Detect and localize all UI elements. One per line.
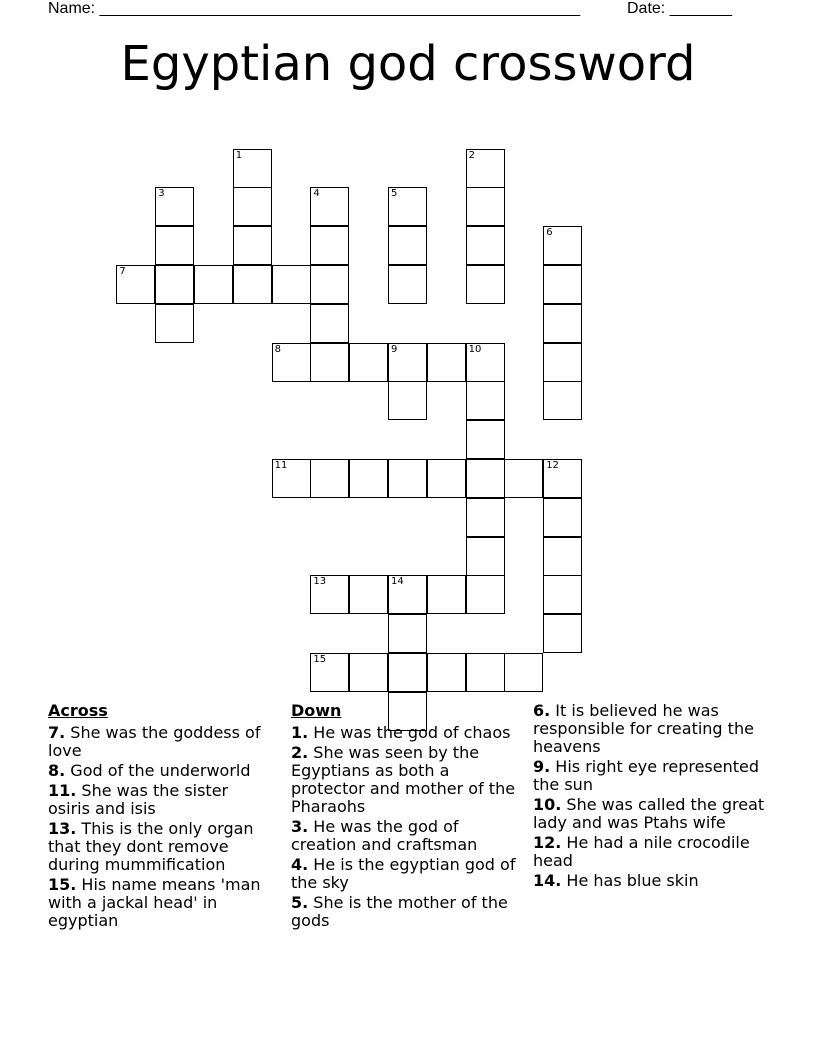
grid-cell[interactable]	[543, 459, 582, 498]
grid-cell[interactable]	[272, 265, 311, 304]
grid-cell[interactable]	[543, 265, 582, 304]
grid-cell[interactable]	[233, 226, 272, 265]
clue-number: 2.	[291, 743, 309, 762]
clue-number: 14.	[533, 871, 562, 890]
grid-cell[interactable]	[233, 149, 272, 188]
grid-cell[interactable]	[466, 459, 505, 498]
clue-text: His right eye represented the sun	[533, 757, 760, 794]
date-field[interactable]: Date: _______	[627, 0, 732, 17]
clue-text: He is the egyptian god of the sky	[291, 855, 516, 892]
clue-number: 12	[546, 460, 559, 471]
grid-cell[interactable]	[388, 459, 427, 498]
grid-cell[interactable]	[349, 343, 388, 382]
grid-cell[interactable]	[466, 498, 505, 537]
clue-number: 12.	[533, 833, 562, 852]
grid-cell[interactable]	[194, 265, 233, 304]
clue-text: It is believed he was responsible for creating the heavens	[533, 701, 754, 756]
grid-cell[interactable]	[466, 226, 505, 265]
across-clue-list	[48, 724, 273, 930]
grid-cell[interactable]	[349, 653, 388, 692]
grid-cell[interactable]	[310, 459, 349, 498]
grid-cell[interactable]	[388, 343, 427, 382]
grid-cell[interactable]	[427, 343, 466, 382]
clue-number: 1.	[291, 723, 309, 742]
across-column	[48, 702, 273, 932]
clue-number: 5.	[291, 893, 309, 912]
grid-cell[interactable]	[543, 614, 582, 653]
grid-cell[interactable]	[349, 575, 388, 614]
grid-cell[interactable]	[388, 187, 427, 226]
clue-number: 6	[546, 227, 553, 239]
clue-text: He was the god of creation and craftsman	[291, 817, 478, 854]
clue-text: She was the goddess of love	[48, 723, 261, 760]
clue-item	[291, 744, 516, 816]
clue-number: 5	[391, 188, 398, 200]
grid-cell[interactable]	[543, 226, 582, 265]
grid-cell[interactable]	[466, 420, 505, 459]
clue-number: 13	[313, 576, 327, 588]
clue-text: He was the god of chaos	[308, 723, 511, 742]
grid-cell[interactable]	[155, 187, 194, 226]
grid-cell[interactable]	[388, 381, 427, 420]
clue-item	[533, 758, 773, 794]
clue-text: She is the mother of the gods	[291, 893, 508, 930]
grid-cell[interactable]	[466, 265, 505, 304]
grid-cell[interactable]	[504, 653, 543, 692]
clue-item	[48, 782, 273, 818]
grid-cell[interactable]	[155, 304, 194, 343]
grid-cell[interactable]	[310, 304, 349, 343]
clue-text: This is the only organ that they dont remove during mummification	[48, 819, 254, 874]
clue-number: 3	[158, 188, 165, 200]
clue-text: His name means 'man with a jackal head' in egyptian	[48, 875, 261, 930]
grid-cell[interactable]	[466, 149, 505, 188]
clue-number: 8	[274, 343, 281, 355]
clue-number: 13.	[48, 819, 77, 838]
clue-item	[291, 894, 516, 930]
clue-item	[48, 724, 273, 760]
grid-cell[interactable]	[427, 459, 466, 498]
down-clue-list	[291, 724, 516, 930]
clue-item	[48, 762, 273, 780]
grid-cell[interactable]	[388, 226, 427, 265]
clue-item	[291, 724, 516, 742]
grid-cell[interactable]	[310, 265, 349, 304]
clue-number: 3.	[291, 817, 309, 836]
clue-number: 15.	[48, 875, 77, 894]
clue-number: 4	[313, 188, 320, 200]
grid-cell[interactable]	[155, 226, 194, 265]
grid-cell[interactable]	[388, 575, 427, 614]
clue-item	[533, 872, 773, 890]
grid-cell[interactable]	[466, 575, 505, 614]
grid-cell[interactable]	[349, 459, 388, 498]
down-column-continued	[533, 702, 773, 892]
grid-cell[interactable]	[388, 653, 427, 692]
clue-item	[291, 818, 516, 854]
clue-number: 8.	[48, 761, 66, 780]
grid-cell[interactable]	[543, 381, 582, 420]
clue-text: He has blue skin	[561, 871, 699, 890]
grid-cell[interactable]	[543, 304, 582, 343]
grid-cell[interactable]	[310, 653, 349, 692]
clue-text: She was the sister osiris and isis	[48, 781, 229, 818]
clue-item	[533, 834, 773, 870]
clue-text: God of the underworld	[65, 761, 251, 780]
grid-cell[interactable]	[272, 343, 311, 382]
clue-number: 15	[313, 654, 327, 665]
grid-cell[interactable]	[310, 187, 349, 226]
grid-cell[interactable]	[310, 343, 349, 382]
clue-text: He had a nile crocodile head	[533, 833, 750, 870]
grid-cell[interactable]	[504, 459, 543, 498]
grid-cell[interactable]	[310, 575, 349, 614]
grid-cell[interactable]	[466, 537, 505, 576]
name-field[interactable]: Name: ______________________________________________________	[48, 0, 581, 17]
clue-number: 9	[391, 343, 398, 355]
grid-cell[interactable]	[388, 265, 427, 304]
clue-number: 9.	[533, 757, 551, 776]
grid-cell[interactable]	[310, 226, 349, 265]
clue-number: 11	[274, 460, 288, 471]
clue-text: She was called the great lady and was Ptahs wife	[533, 795, 765, 832]
clue-number: 7	[119, 266, 126, 277]
clue-number: 4.	[291, 855, 309, 874]
grid-cell[interactable]	[427, 653, 466, 692]
clue-number: 11.	[48, 781, 77, 800]
down-column	[291, 702, 516, 932]
grid-cell[interactable]	[272, 459, 311, 498]
clue-number: 10	[468, 343, 482, 355]
clue-item	[48, 820, 273, 874]
grid-cell[interactable]	[388, 614, 427, 653]
grid-cell[interactable]	[543, 498, 582, 537]
clue-number: 1	[235, 149, 243, 161]
clue-number: 7.	[48, 723, 66, 742]
clue-item	[48, 876, 273, 930]
grid-cell[interactable]	[233, 187, 272, 226]
grid-cell[interactable]	[233, 265, 272, 304]
grid-cell[interactable]	[466, 381, 505, 420]
clue-number: 6.	[533, 701, 551, 720]
grid-cell[interactable]	[466, 343, 505, 382]
clue-number: 10.	[533, 795, 562, 814]
clue-item	[533, 796, 773, 832]
grid-cell[interactable]	[543, 575, 582, 614]
clue-number: 2	[468, 149, 475, 161]
grid-cell[interactable]	[466, 187, 505, 226]
grid-cell[interactable]	[155, 265, 194, 304]
down-clue-list-continued	[533, 702, 773, 890]
clue-item	[291, 856, 516, 892]
grid-cell[interactable]	[543, 537, 582, 576]
clue-item	[533, 702, 773, 756]
grid-cell[interactable]	[466, 653, 505, 692]
page-title: Egyptian god crossword	[120, 36, 696, 92]
grid-cell[interactable]	[543, 343, 582, 382]
down-heading: Down	[291, 701, 342, 720]
grid-cell[interactable]	[427, 575, 466, 614]
clue-number: 14	[391, 576, 404, 588]
clue-text: She was seen by the Egyptians as both a protector and mother of the Pharaohs	[291, 743, 516, 816]
across-heading: Across	[48, 701, 108, 720]
grid-cell[interactable]	[116, 265, 155, 304]
